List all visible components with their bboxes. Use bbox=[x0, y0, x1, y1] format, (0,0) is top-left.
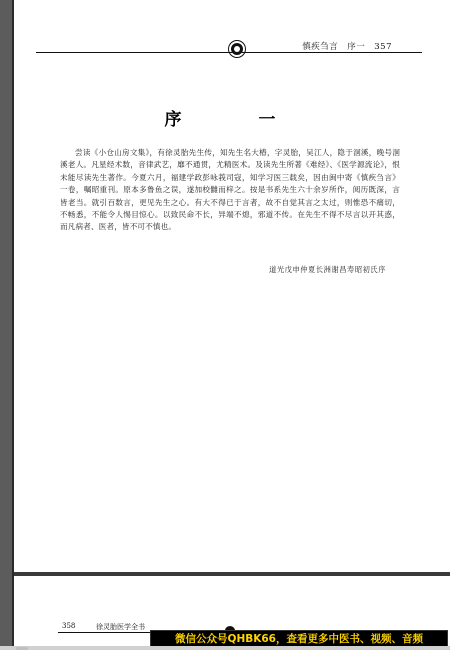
header-rule bbox=[36, 52, 422, 53]
running-header-title: 慎疾刍言 序一 357 bbox=[302, 42, 392, 52]
preface-body: 尝读《小仓山房文集》，有徐灵胎先生传，知先生名大椿，字灵胎，吴江人，隐于洄溪，晚号洄溪老人。凡星经术数，音律武艺，靡不通贯，尤精医术。及读先生所著《难经》、《医学源流论》，恨未能尽读先生著作。今夏六月，福建学政彭咏莪司寇，知学习医三载矣，因由闽中寄《慎疾刍言》一卷，嘱昭重刊。原本多鲁鱼之误，遂加校雠而梓之。按是书系先生六十余岁所作，阅历既深，言皆老当。就引百数言，更见先生之心。有大不得已于言者，故不自觉其言之太过，则惟恐不痛切，不畅悉，不能令人惕目惊心。以致民命不长，异端不熄，邪道不传。在先生不得不尽言以开其惑，而凡病者、医者，皆不可不慎也。 bbox=[60, 148, 400, 232]
promo-banner: 微信公众号QHBK66，查看更多中医书、视频、音频 bbox=[150, 630, 448, 647]
document-page bbox=[14, 0, 450, 572]
footer-book-title: 徐灵胎医学全书 bbox=[96, 623, 145, 631]
viewer-side-strip bbox=[0, 0, 14, 650]
running-header bbox=[36, 42, 422, 52]
preface-title: 序 一 bbox=[164, 110, 306, 130]
footer-page-number: 358 bbox=[62, 622, 76, 630]
preface-signature: 道光戊申仲夏长洲谢昌寿昭初氏序 bbox=[269, 265, 386, 274]
emblem-icon bbox=[229, 41, 245, 57]
horizontal-scrollbar[interactable] bbox=[0, 646, 450, 650]
